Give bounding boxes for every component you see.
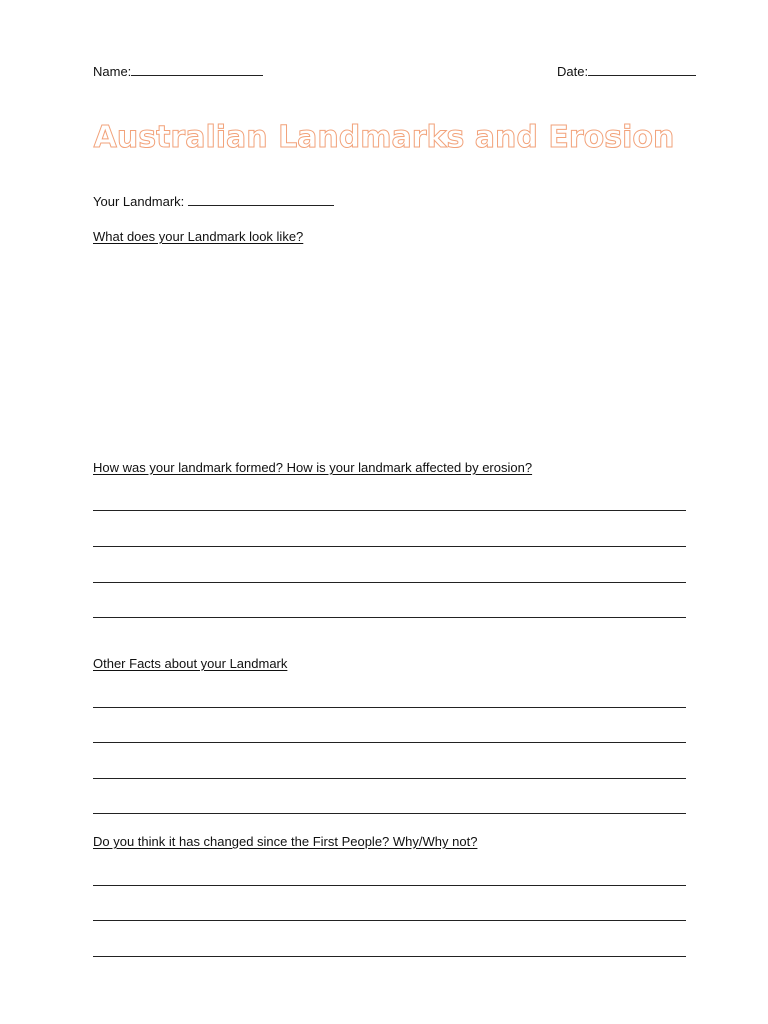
answer-line[interactable] xyxy=(93,813,686,814)
answer-line[interactable] xyxy=(93,885,686,886)
date-blank[interactable] xyxy=(588,63,696,76)
answer-line[interactable] xyxy=(93,510,686,511)
date-label: Date: xyxy=(557,64,589,79)
answer-line[interactable] xyxy=(93,778,686,779)
landmark-field-row xyxy=(93,193,334,210)
date-field-row xyxy=(557,63,696,80)
worksheet-title: Australian Landmarks and Erosion xyxy=(93,120,675,155)
answer-line[interactable] xyxy=(93,582,686,583)
name-label: Name: xyxy=(93,64,132,79)
name-field-row xyxy=(93,63,263,80)
answer-line[interactable] xyxy=(93,707,686,708)
answer-line[interactable] xyxy=(93,920,686,921)
formed-heading: How was your landmark formed? How is your landmark affected by erosion? xyxy=(93,460,533,475)
answer-line[interactable] xyxy=(93,742,686,743)
drawing-area[interactable] xyxy=(93,250,686,450)
name-blank[interactable] xyxy=(131,63,263,76)
landmark-label: Your Landmark: xyxy=(93,194,185,209)
answer-line[interactable] xyxy=(93,956,686,957)
changed-heading: Do you think it has changed since the First People? Why/Why not? xyxy=(93,834,478,849)
other-facts-heading: Other Facts about your Landmark xyxy=(93,656,288,671)
answer-line[interactable] xyxy=(93,546,686,547)
look-like-heading: What does your Landmark look like? xyxy=(93,229,304,244)
landmark-blank[interactable] xyxy=(188,193,334,206)
answer-line[interactable] xyxy=(93,617,686,618)
